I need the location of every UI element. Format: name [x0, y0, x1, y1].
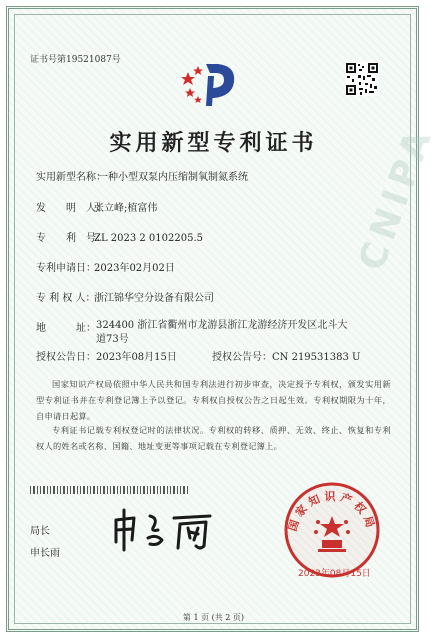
field-filing-date — [36, 259, 175, 274]
grant-date-label: 授权公告日： — [36, 352, 96, 363]
patent-holder-value: 浙江锦华空分设备有限公司 — [94, 293, 214, 304]
field-patent-holder — [36, 289, 214, 304]
qr-code-icon — [345, 62, 379, 96]
commissioner-name: 申长雨 — [30, 548, 60, 559]
field-inventor — [36, 199, 157, 214]
patent-holder-label: 专 利 权 人： — [36, 293, 96, 304]
patent-number-value: ZL 2023 2 0102205.5 — [94, 233, 204, 244]
official-seal-icon — [282, 480, 382, 580]
field-patent-number — [36, 229, 203, 244]
utility-name-value: 一种小型双泵内压缩制氧制氮系统 — [98, 172, 248, 183]
certificate-title: 实用新型专利证书 — [109, 130, 318, 156]
grant-date-value: 2023年08月15日 — [96, 352, 177, 363]
inventor-label: 发 明 人： — [36, 203, 106, 214]
grant-number-label: 授权公告号： — [212, 352, 272, 363]
address-value: 324400 浙江省衢州市龙游县浙江龙游经济开发区北斗大道73号 — [96, 320, 348, 345]
commissioner-signature-icon — [110, 506, 220, 554]
field-address — [36, 319, 94, 334]
patent-number-label: 专 利 号： — [36, 233, 106, 244]
cnipa-logo-icon — [178, 58, 242, 110]
field-utility-name — [36, 168, 248, 183]
page-footer: 第 1 页 (共 2 页) — [182, 613, 245, 622]
filing-date-label: 专利申请日： — [36, 263, 96, 274]
body-paragraph-2: 专利证书记载专利权登记时的法律状况。专利权的转移、质押、无效、终止、恢复和专利权人的姓名或名称、国籍、地址变更等事项记载在专利登记簿上。 — [36, 425, 391, 451]
field-grant-number — [212, 348, 360, 363]
commissioner-title: 局长 — [30, 526, 50, 537]
filing-date-value: 2023年02月02日 — [94, 263, 175, 274]
inventor-value: 张立峰;植富伟 — [94, 203, 158, 214]
barcode-icon — [30, 486, 190, 494]
grant-number-value: CN 219531383 U — [272, 352, 361, 363]
field-grant-date — [36, 348, 177, 363]
watermark-text: CNIPA — [351, 120, 442, 276]
utility-name-label: 实用新型名称： — [36, 172, 106, 183]
seal-text: 国家知识产权局 — [285, 490, 379, 533]
body-paragraph-1: 国家知识产权局依照中华人民共和国专利法进行初步审查，决定授予专利权，颁发实用新型专利证书并在专利登记簿上予以登记。专利权自授权公告之日起生效。专利权期限为十年，自申请日起算。 — [36, 379, 391, 421]
certificate-number: 证书号第19521087号 — [30, 55, 121, 65]
seal-date: 2023年08月15日 — [298, 569, 371, 579]
address-label: 地 址： — [36, 323, 96, 334]
